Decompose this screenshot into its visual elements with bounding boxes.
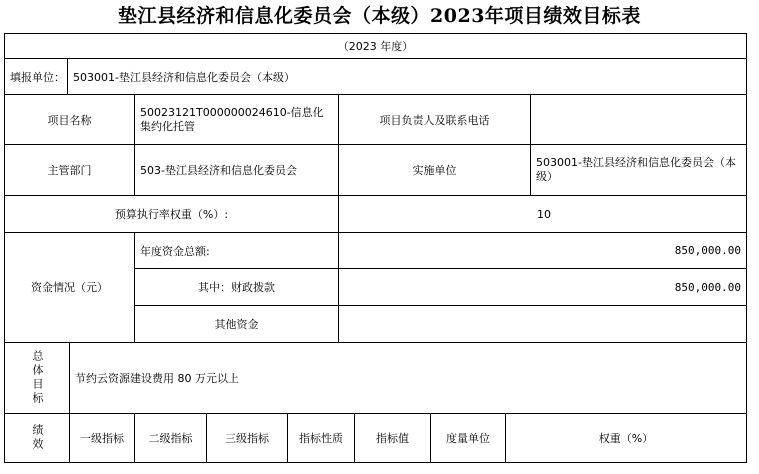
- annual-funds-label: 年度资金总额:: [134, 232, 339, 269]
- funds-label: 资金情况（元）: [4, 232, 135, 343]
- header-level2-indicator: 二级指标: [134, 413, 207, 463]
- performance-label-text: 绩效: [31, 424, 44, 452]
- page-title: 垫江县经济和信息化委员会（本级）2023年项目绩效目标表: [118, 5, 641, 27]
- overall-goal-label: [4, 342, 70, 414]
- implementing-unit-label: 实施单位: [338, 144, 531, 196]
- performance-label: [4, 413, 70, 463]
- department-label: 主管部门: [4, 144, 135, 196]
- overall-goal-value: 节约云资源建设费用 80 万元以上: [69, 342, 747, 414]
- year-label: （2023 年度）: [4, 33, 747, 59]
- project-owner-value: [530, 94, 747, 145]
- budget-weight-label: 预算执行率权重（%）:: [4, 195, 339, 233]
- annual-funds-value: 850,000.00: [338, 232, 747, 269]
- project-owner-label: 项目负责人及联系电话: [338, 94, 531, 145]
- budget-weight-value: 10: [338, 195, 747, 233]
- project-name-value: 50023121T000000024610-信息化集约化托管: [134, 94, 339, 145]
- other-funds-label: 其他资金: [134, 305, 339, 343]
- filling-unit-value: 503001-垫江县经济和信息化委员会（本级）: [67, 58, 747, 95]
- header-indicator-value: 指标值: [354, 413, 431, 463]
- other-funds-value: [338, 305, 747, 343]
- header-indicator-nature: 指标性质: [287, 413, 355, 463]
- header-weight: 权重（%）: [505, 413, 747, 463]
- project-name-label: 项目名称: [4, 94, 135, 145]
- implementing-unit-value: 503001-垫江县经济和信息化委员会（本级）: [530, 144, 747, 196]
- fiscal-funds-value: 850,000.00: [338, 268, 747, 306]
- filling-unit-label: 填报单位：: [4, 58, 68, 95]
- fiscal-funds-label: 其中：财政拨款: [134, 268, 339, 306]
- header-measure-unit: 度量单位: [430, 413, 506, 463]
- department-value: 503-垫江县经济和信息化委员会: [134, 144, 339, 196]
- overall-goal-label-text: 总体目标: [31, 350, 44, 406]
- header-level3-indicator: 三级指标: [206, 413, 288, 463]
- header-level1-indicator: 一级指标: [69, 413, 135, 463]
